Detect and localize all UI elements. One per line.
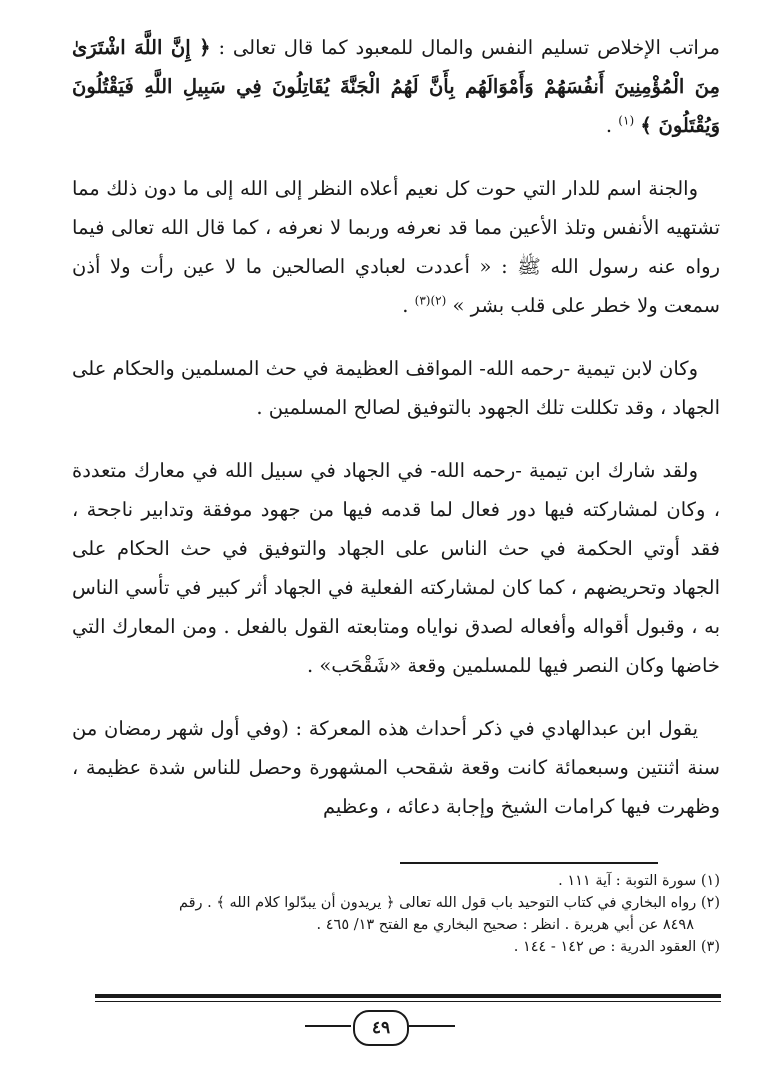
paragraph-2 xyxy=(72,169,720,325)
paragraph-gap xyxy=(72,685,720,709)
footnote-3: (٣) العقود الدرية : ص ١٤٢ - ١٤٤ . xyxy=(513,939,720,955)
page-number-ornament-right xyxy=(409,1025,455,1027)
page-body xyxy=(72,28,720,826)
footnote-ref-1: (١) xyxy=(618,113,635,128)
paragraph-5-text: يقول ابن عبدالهادي في ذكر أحداث هذه المعركة : (وفي أول شهر رمضان من سنة اثنتين وسبعمائة كانت وقعة شقحب المشهورة وحصل للناس شدة عظيمة ، وظهرت فيها كرامات الشيخ وإجابة دعائه ، وعظيم xyxy=(72,717,720,818)
paragraph-gap xyxy=(72,325,720,349)
paragraph-1 xyxy=(72,28,720,145)
footnotes xyxy=(80,870,720,958)
page-number: ٤٩ xyxy=(353,1010,409,1046)
page-bottom-rule xyxy=(95,994,721,998)
paragraph-2-text: والجنة اسم للدار التي حوت كل نعيم أعلاه النظر إلى الله إلى ما دون ذلك مما تشتهيه الأنفس وتلذ الأعين مما قد نعرفه وربما لا نعرفه ، كما قال الله تعالى فيما رواه عنه رسول الله ﷺ : « أعددت لعبادي الصالحين ما لا عين رأت ولا أذن سمعت ولا خطر على قلب بشر » xyxy=(72,177,720,317)
page-number-ornament-left xyxy=(305,1025,351,1027)
paragraph-1-intro: مراتب الإخلاص تسليم النفس والمال للمعبود كما قال تعالى : xyxy=(210,36,720,59)
paragraph-2-end: . xyxy=(402,294,415,317)
paragraph-1-end: . xyxy=(605,114,619,137)
paragraph-gap xyxy=(72,145,720,169)
paragraph-3 xyxy=(72,349,720,427)
footnote-ref-2-3: (٢)(٣) xyxy=(414,293,447,308)
footnote-1: (١) سورة التوبة : آية ١١١ . xyxy=(558,873,720,889)
page-bottom-rule-thin xyxy=(95,1001,721,1002)
paragraph-5 xyxy=(72,709,720,826)
footnote-2: (٢) رواه البخاري في كتاب التوحيد باب قول الله تعالى ﴿ يريدون أن يبدّلوا كلام الله ﴾ . رقم xyxy=(178,895,720,911)
footnote-divider xyxy=(400,862,658,864)
paragraph-3-text: وكان لابن تيمية -رحمه الله- المواقف العظيمة في حث المسلمين والحكام على الجهاد ، وقد تكللت تلك الجهود بالتوفيق لصالح المسلمين . xyxy=(72,357,720,419)
quran-verse: ﴿ إِنَّ اللَّهَ اشْتَرَىٰ مِنَ الْمُؤْمِنِينَ أَنفُسَهُمْ وَأَمْوَالَهُم بِأَنَّ لَهُمُ الْجَنَّةَ يُقَاتِلُونَ فِي سَبِيلِ اللَّهِ فَيَقْتُلُونَ وَيُقْتَلُونَ ﴾ xyxy=(72,36,720,137)
paragraph-4 xyxy=(72,451,720,685)
footnote-2-continued: ٨٤٩٨ عن أبي هريرة . انظر : صحيح البخاري مع الفتح ١٣/ ٤٦٥ . xyxy=(316,917,694,933)
paragraph-gap xyxy=(72,427,720,451)
paragraph-4-text: ولقد شارك ابن تيمية -رحمه الله- في الجهاد في سبيل الله في معارك متعددة ، وكان لمشاركته فيها دور فعال لما قدمه فيها من جهود موفقة وتدابير ناجحة ، فقد أوتي الحكمة في حث الناس على الجهاد والتوفيق في حث الحكام على الجهاد وتحريضهم ، كما كان لمشاركته الفعلية في الجهاد أثر كبير في تأسي الناس به ، وقبول أقواله وأفعاله لصدق نواياه ومتابعته القول بالفعل . ومن المعارك التي خاضها وكان النصر فيها للمسلمين وقعة «شَقْحَب» . xyxy=(72,459,720,677)
